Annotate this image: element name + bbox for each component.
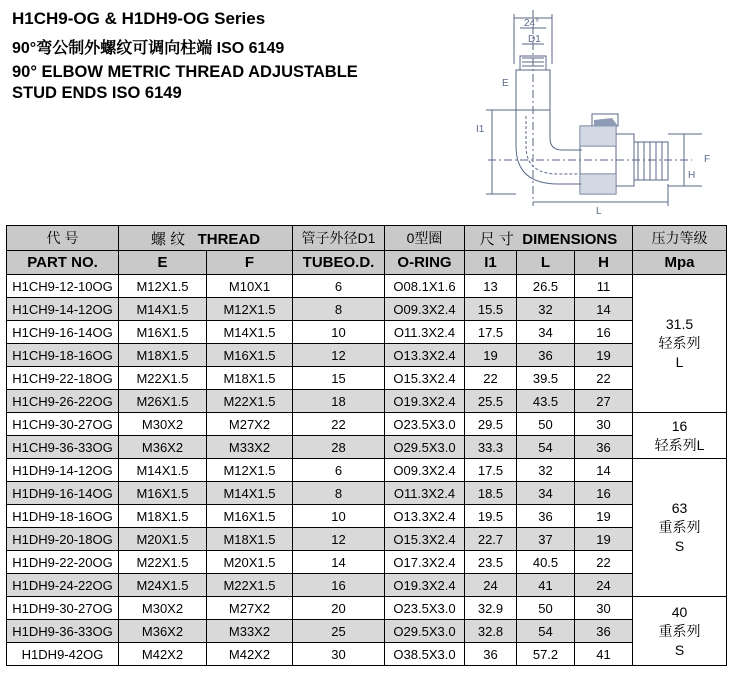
table-row	[7, 321, 727, 344]
cell-i1: 15.5	[465, 298, 517, 321]
cell-part: H1DH9-42OG	[7, 643, 119, 666]
cell-l: 34	[517, 321, 575, 344]
cell-d1: 12	[293, 344, 385, 367]
cell-e: M24X1.5	[119, 574, 207, 597]
cell-l: 32	[517, 459, 575, 482]
cell-i1: 13	[465, 275, 517, 298]
cell-d1: 28	[293, 436, 385, 459]
cell-oring: O29.5X3.0	[385, 620, 465, 643]
cell-part: H1DH9-30-27OG	[7, 597, 119, 620]
cell-d1: 18	[293, 390, 385, 413]
cell-h: 19	[575, 528, 633, 551]
table-row	[7, 505, 727, 528]
f-label: F	[704, 154, 711, 165]
cell-i1: 18.5	[465, 482, 517, 505]
cell-l: 54	[517, 436, 575, 459]
cell-f: M27X2	[207, 597, 293, 620]
fitting-technical-drawing	[462, 6, 726, 218]
e-label: E	[502, 78, 509, 89]
header-oring-cn: 0型圈	[385, 226, 465, 251]
cell-e: M18X1.5	[119, 344, 207, 367]
cell-oring: O38.5X3.0	[385, 643, 465, 666]
cell-f: M16X1.5	[207, 505, 293, 528]
cell-part: H1DH9-22-20OG	[7, 551, 119, 574]
cell-part: H1DH9-18-16OG	[7, 505, 119, 528]
cell-e: M22X1.5	[119, 551, 207, 574]
cell-h: 41	[575, 643, 633, 666]
cell-e: M12X1.5	[119, 275, 207, 298]
angle-label: 24°	[524, 18, 540, 29]
cell-l: 36	[517, 505, 575, 528]
title-block	[12, 8, 452, 104]
cell-d1: 12	[293, 528, 385, 551]
cell-i1: 32.8	[465, 620, 517, 643]
pressure-series: 重系列	[658, 519, 701, 535]
cell-oring: O15.3X2.4	[385, 528, 465, 551]
cell-i1: 23.5	[465, 551, 517, 574]
header-pressure-cn: 压力等级	[633, 226, 727, 251]
cell-h: 19	[575, 344, 633, 367]
pressure-code: S	[674, 538, 685, 554]
cell-part: H1DH9-36-33OG	[7, 620, 119, 643]
cell-l: 37	[517, 528, 575, 551]
cell-l: 26.5	[517, 275, 575, 298]
cell-f: M42X2	[207, 643, 293, 666]
pressure-series: 轻系列L	[654, 436, 705, 453]
header-tube-cn: 管子外径D1	[293, 226, 385, 251]
pressure-value: 40	[671, 603, 688, 620]
cell-f: M18X1.5	[207, 367, 293, 390]
header-thread	[119, 226, 293, 251]
cell-h: 16	[575, 482, 633, 505]
cell-f: M16X1.5	[207, 344, 293, 367]
cell-part: H1CH9-36-33OG	[7, 436, 119, 459]
header-dim-en: DIMENSIONS	[522, 230, 618, 248]
pressure-series: 轻系列	[658, 335, 701, 351]
header-part-no: PART NO.	[7, 251, 119, 275]
cell-oring: O29.5X3.0	[385, 436, 465, 459]
cell-oring: O08.1X1.6	[385, 275, 465, 298]
cell-i1: 19	[465, 344, 517, 367]
cell-l: 34	[517, 482, 575, 505]
cell-l: 32	[517, 298, 575, 321]
cell-part: H1CH9-14-12OG	[7, 298, 119, 321]
table-row	[7, 413, 727, 436]
cell-part: H1CH9-18-16OG	[7, 344, 119, 367]
cell-l: 40.5	[517, 551, 575, 574]
cell-i1: 32.9	[465, 597, 517, 620]
cell-h: 14	[575, 298, 633, 321]
cell-l: 50	[517, 597, 575, 620]
header-dimensions	[465, 226, 633, 251]
cell-d1: 10	[293, 505, 385, 528]
cell-d1: 16	[293, 574, 385, 597]
pressure-group-1	[633, 275, 727, 413]
cell-h: 30	[575, 597, 633, 620]
table-row	[7, 459, 727, 482]
cell-e: M36X2	[119, 436, 207, 459]
pressure-code: S	[674, 641, 685, 658]
english-title-line1: 90° ELBOW METRIC THREAD ADJUSTABLE	[12, 63, 358, 81]
cell-e: M42X2	[119, 643, 207, 666]
cell-l: 54	[517, 620, 575, 643]
series-title: H1CH9-OG & H1DH9-OG Series	[12, 9, 266, 28]
header-h: H	[575, 251, 633, 275]
cell-l: 43.5	[517, 390, 575, 413]
cell-oring: O15.3X2.4	[385, 367, 465, 390]
cell-e: M22X1.5	[119, 367, 207, 390]
header-dim-cn: 尺 寸	[479, 230, 514, 248]
header-f: F	[207, 251, 293, 275]
header-e: E	[119, 251, 207, 275]
cell-h: 24	[575, 574, 633, 597]
pressure-group-2	[633, 413, 727, 459]
cell-part: H1CH9-22-18OG	[7, 367, 119, 390]
cell-d1: 25	[293, 620, 385, 643]
cell-part: H1DH9-20-18OG	[7, 528, 119, 551]
cell-i1: 22.7	[465, 528, 517, 551]
cell-oring: O13.3X2.4	[385, 505, 465, 528]
table-row	[7, 275, 727, 298]
cell-h: 30	[575, 413, 633, 436]
header-i1: I1	[465, 251, 517, 275]
table-row	[7, 482, 727, 505]
pressure-group-4	[633, 597, 727, 666]
header-code-cn: 代 号	[7, 226, 119, 251]
header-thread-cn: 螺 纹	[150, 230, 186, 248]
table-row	[7, 298, 727, 321]
cell-i1: 17.5	[465, 321, 517, 344]
i1-label: I1	[476, 124, 485, 135]
table-body	[7, 275, 727, 666]
cell-part: H1DH9-24-22OG	[7, 574, 119, 597]
cell-part: H1DH9-14-12OG	[7, 459, 119, 482]
l-label: L	[596, 206, 602, 217]
cell-oring: O09.3X2.4	[385, 298, 465, 321]
cell-e: M16X1.5	[119, 482, 207, 505]
cell-i1: 36	[465, 643, 517, 666]
cell-part: H1CH9-12-10OG	[7, 275, 119, 298]
cell-l: 39.5	[517, 367, 575, 390]
cell-oring: O19.3X2.4	[385, 390, 465, 413]
cell-h: 19	[575, 505, 633, 528]
cell-h: 36	[575, 620, 633, 643]
cell-d1: 22	[293, 413, 385, 436]
cell-f: M22X1.5	[207, 574, 293, 597]
header-oring-en: O-RING	[385, 251, 465, 275]
cell-e: M14X1.5	[119, 298, 207, 321]
cell-e: M30X2	[119, 597, 207, 620]
table-row	[7, 436, 727, 459]
cell-f: M18X1.5	[207, 528, 293, 551]
cell-part: H1DH9-16-14OG	[7, 482, 119, 505]
cell-d1: 6	[293, 275, 385, 298]
cell-part: H1CH9-16-14OG	[7, 321, 119, 344]
pressure-group-3	[633, 459, 727, 597]
cell-d1: 10	[293, 321, 385, 344]
cell-oring: O23.5X3.0	[385, 413, 465, 436]
cell-i1: 25.5	[465, 390, 517, 413]
chinese-title: 90°弯公制外螺纹可调向柱端 ISO 6149	[12, 40, 285, 57]
cell-h: 11	[575, 275, 633, 298]
table-header	[7, 226, 727, 275]
cell-e: M30X2	[119, 413, 207, 436]
cell-d1: 8	[293, 298, 385, 321]
cell-d1: 14	[293, 551, 385, 574]
cell-i1: 19.5	[465, 505, 517, 528]
cell-d1: 6	[293, 459, 385, 482]
cell-f: M22X1.5	[207, 390, 293, 413]
h-label: H	[688, 170, 696, 181]
cell-e: M36X2	[119, 620, 207, 643]
table-row	[7, 620, 727, 643]
cell-l: 57.2	[517, 643, 575, 666]
cell-d1: 30	[293, 643, 385, 666]
cell-h: 22	[575, 367, 633, 390]
cell-part: H1CH9-30-27OG	[7, 413, 119, 436]
header-pressure-en: Mpa	[633, 251, 727, 275]
cell-part: H1CH9-26-22OG	[7, 390, 119, 413]
cell-oring: O23.5X3.0	[385, 597, 465, 620]
cell-i1: 24	[465, 574, 517, 597]
cell-i1: 17.5	[465, 459, 517, 482]
cell-oring: O11.3X2.4	[385, 482, 465, 505]
table-row	[7, 528, 727, 551]
cell-oring: O13.3X2.4	[385, 344, 465, 367]
pressure-value: 31.5	[665, 316, 694, 332]
cell-l: 41	[517, 574, 575, 597]
header-l: L	[517, 251, 575, 275]
cell-f: M27X2	[207, 413, 293, 436]
pressure-code: L	[675, 354, 684, 370]
table-row	[7, 597, 727, 620]
english-title-line2: STUD ENDS ISO 6149	[12, 84, 182, 102]
cell-i1: 29.5	[465, 413, 517, 436]
header-tube-en: TUBEO.D.	[293, 251, 385, 275]
cell-f: M33X2	[207, 620, 293, 643]
cell-l: 50	[517, 413, 575, 436]
cell-f: M14X1.5	[207, 321, 293, 344]
cell-h: 36	[575, 436, 633, 459]
cell-f: M33X2	[207, 436, 293, 459]
table-row	[7, 344, 727, 367]
cell-e: M26X1.5	[119, 390, 207, 413]
cell-e: M14X1.5	[119, 459, 207, 482]
cell-h: 27	[575, 390, 633, 413]
table-row	[7, 367, 727, 390]
spec-table	[6, 225, 727, 666]
table-row	[7, 390, 727, 413]
cell-d1: 15	[293, 367, 385, 390]
cell-d1: 20	[293, 597, 385, 620]
cell-f: M14X1.5	[207, 482, 293, 505]
cell-i1: 22	[465, 367, 517, 390]
table-row	[7, 643, 727, 666]
cell-e: M16X1.5	[119, 321, 207, 344]
cell-h: 22	[575, 551, 633, 574]
cell-e: M20X1.5	[119, 528, 207, 551]
cell-oring: O09.3X2.4	[385, 459, 465, 482]
d1-label: D1	[528, 34, 541, 45]
pressure-value: 16	[671, 417, 688, 434]
cell-f: M12X1.5	[207, 298, 293, 321]
cell-h: 16	[575, 321, 633, 344]
cell-i1: 33.3	[465, 436, 517, 459]
cell-oring: O19.3X2.4	[385, 574, 465, 597]
cell-l: 36	[517, 344, 575, 367]
pressure-series: 重系列	[658, 622, 701, 639]
cell-h: 14	[575, 459, 633, 482]
pressure-value: 63	[671, 500, 688, 516]
cell-d1: 8	[293, 482, 385, 505]
cell-f: M12X1.5	[207, 459, 293, 482]
header-thread-en: THREAD	[197, 230, 261, 248]
cell-f: M10X1	[207, 275, 293, 298]
cell-f: M20X1.5	[207, 551, 293, 574]
cell-oring: O11.3X2.4	[385, 321, 465, 344]
cell-oring: O17.3X2.4	[385, 551, 465, 574]
table-row	[7, 551, 727, 574]
table-row	[7, 574, 727, 597]
cell-e: M18X1.5	[119, 505, 207, 528]
